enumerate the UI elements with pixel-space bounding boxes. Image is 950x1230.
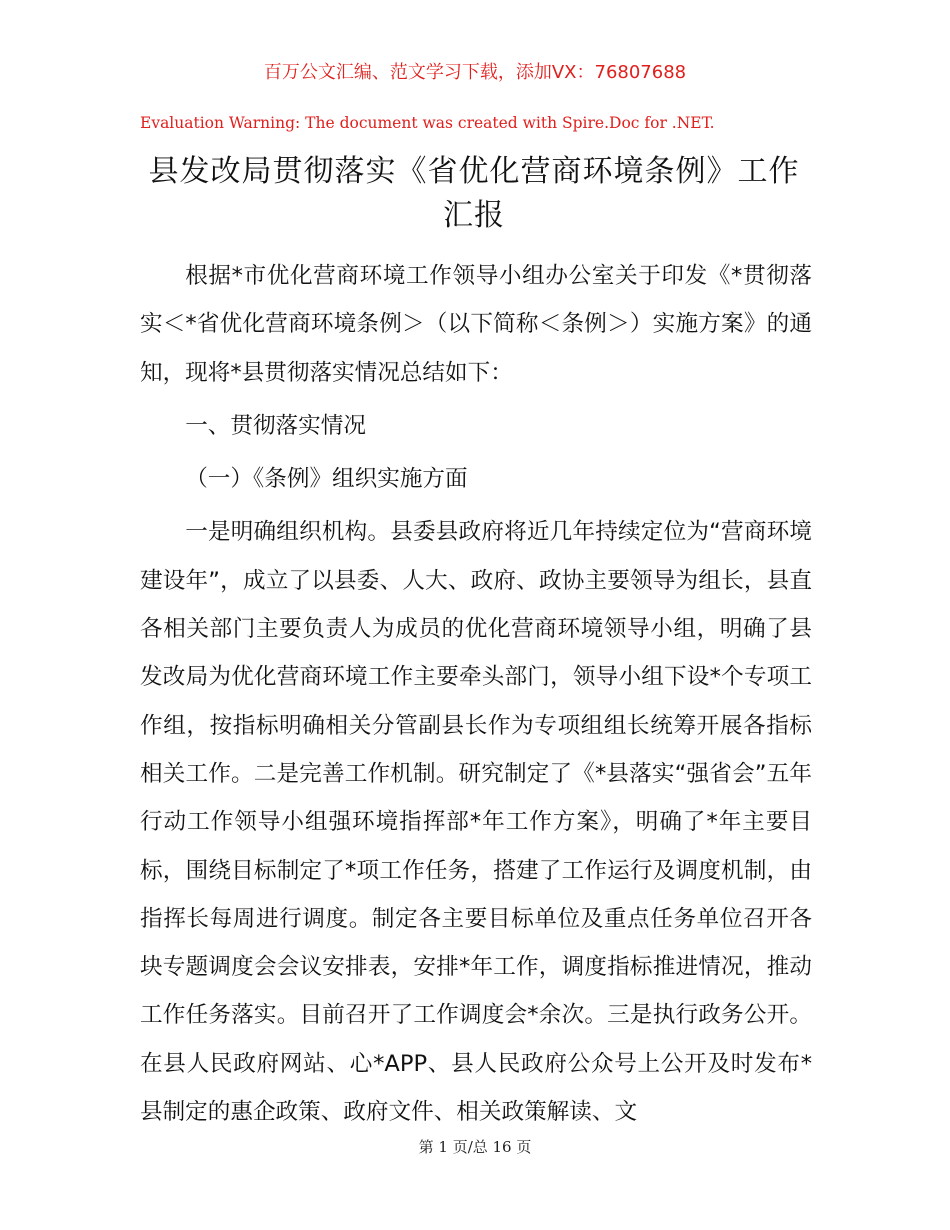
subsection-heading: （一）《条例》组织实施方面 [185, 466, 468, 493]
document-body [140, 252, 812, 1136]
evaluation-warning: Evaluation Warning: The document was created with Spire.Doc for .NET. [140, 114, 715, 132]
header-advertisement: 百万公文汇编、范文学习下载，添加VX：76807688 [263, 62, 687, 83]
section-heading: 一、贯彻落实情况 [185, 412, 366, 439]
document-title: 县发改局贯彻落实《省优化营商环境条例》工作汇报 [148, 154, 800, 233]
paragraph-body: 一是明确组织机构。县委县政府将近几年持续定位为“营商环境建设年”，成立了以县委、人大、政府、政协主要领导为组长，县直各相关部门主要负责人为成员的优化营商环境领导小组，明确了县发改局为优化营商环境工作主要牵头部门，领导小组下设*个专项工作组，按指标明确相关分管副县长作为专项组组长统筹开展各指标相关工作。二是完善工作机制。研究制定了《*县落实“强省会”五年行动工作领导小组强环境指挥部*年工作方案》，明确了*年主要目标，围绕目标制定了*项工作任务，搭建了工作运行及调度机制，由指挥长每周进行调度。制定各主要目标单位及重点任务单位召开各块专题调度会会议安排表，安排*年工作，调度指标推进情况，推动工作任务落实。目前召开了工作调度会*余次。三是执行政务公开。在县人民政府网站、心*APP、县人民政府公众号上公开及时发布*县制定的惠企政策、政府文件、相关政策解读、文 [140, 519, 812, 1126]
page-footer: 第 1 页/总 16 页 [418, 1138, 532, 1156]
paragraph-intro: 根据*市优化营商环境工作领导小组办公室关于印发《*贯彻落实＜*省优化营商环境条例＞（以下简称＜条例＞）实施方案》的通知，现将*县贯彻落实情况总结如下： [140, 263, 812, 386]
